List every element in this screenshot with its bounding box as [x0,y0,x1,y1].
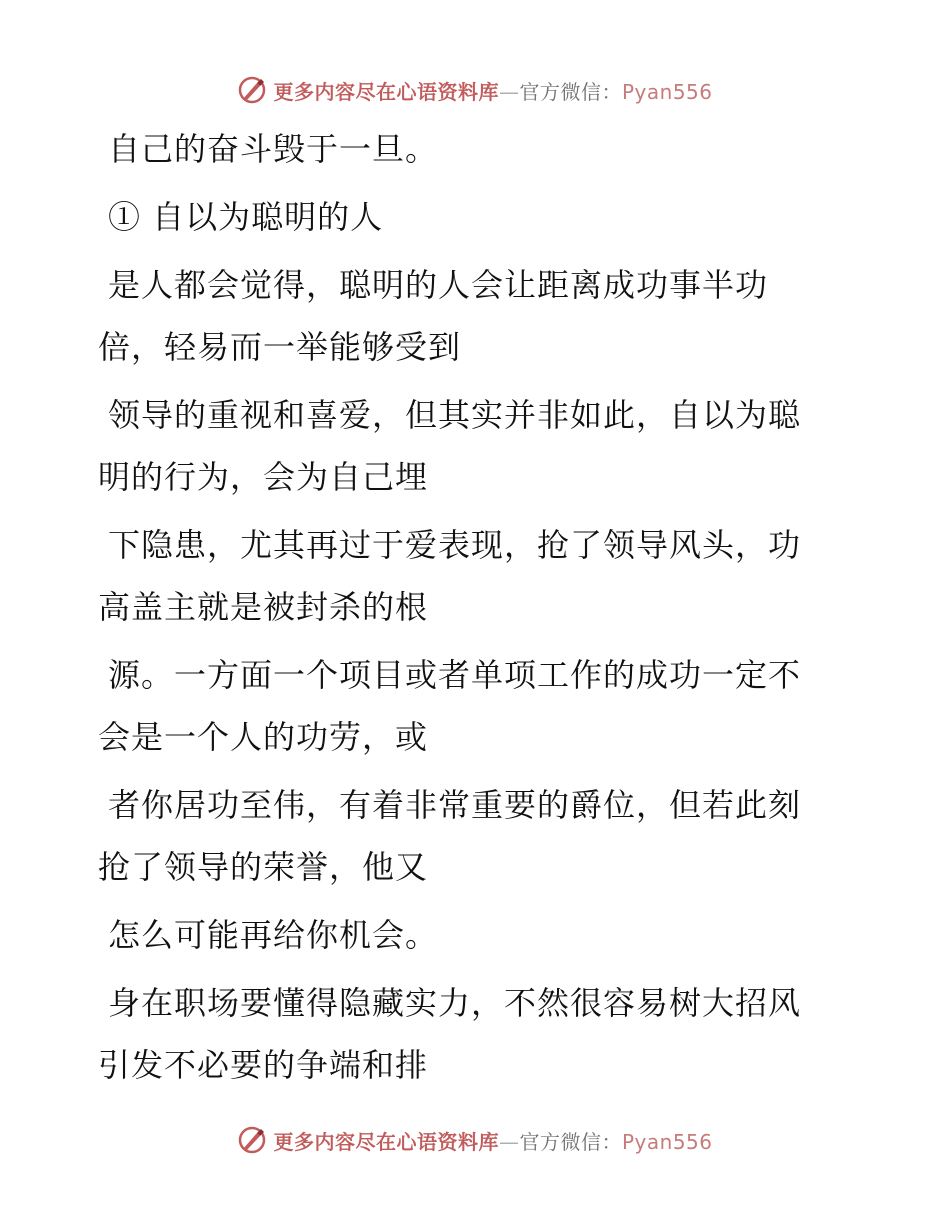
paragraph-line: 高盖主就是被封杀的根 [98,588,429,626]
section-heading: ① 自以为聪明的人 [108,198,384,236]
pen-circle-logo-icon [237,1125,267,1155]
footer-watermark [0,1122,950,1158]
paragraph-line: 自己的奋斗毁于一旦。 [108,130,439,168]
watermark-contact-id: Pyan556 [621,79,713,104]
paragraph-line: 身在职场要懂得隐藏实力，不然很容易树大招风 [108,984,802,1022]
watermark-dash: — [498,79,520,104]
watermark-contact-id: Pyan556 [621,1129,713,1154]
paragraph-line: 领导的重视和喜爱，但其实并非如此，自以为聪 [108,396,802,434]
paragraph-line: 倍，轻易而一举能够受到 [98,328,462,366]
paragraph-line: 引发不必要的争端和排 [98,1046,429,1084]
watermark-dash: — [498,1129,520,1154]
watermark-contact-label: 官方微信： [519,1129,622,1154]
watermark-text [273,76,712,105]
document-body [98,118,838,1096]
pen-circle-logo-icon [237,75,267,105]
paragraph-line: 会是一个人的功劳，或 [98,718,429,756]
paragraph-line: 源。一方面一个项目或者单项工作的成功一定不 [108,656,802,694]
paragraph-line: 者你居功至伟，有着非常重要的爵位，但若此刻 [108,786,802,824]
watermark-main-text: 更多内容尽在心语资料库 [273,1129,499,1154]
header-watermark [0,72,950,108]
paragraph-line: 怎么可能再给你机会。 [108,916,439,954]
paragraph-line: 明的行为，会为自己埋 [98,458,429,496]
watermark-text [273,1126,712,1155]
paragraph-line: 抢了领导的荣誉，他又 [98,848,429,886]
watermark-main-text: 更多内容尽在心语资料库 [273,79,499,104]
paragraph-line: 下隐患，尤其再过于爱表现，抢了领导风头，功 [108,526,802,564]
watermark-contact-label: 官方微信： [519,79,622,104]
paragraph-line: 是人都会觉得，聪明的人会让距离成功事半功 [108,266,769,304]
